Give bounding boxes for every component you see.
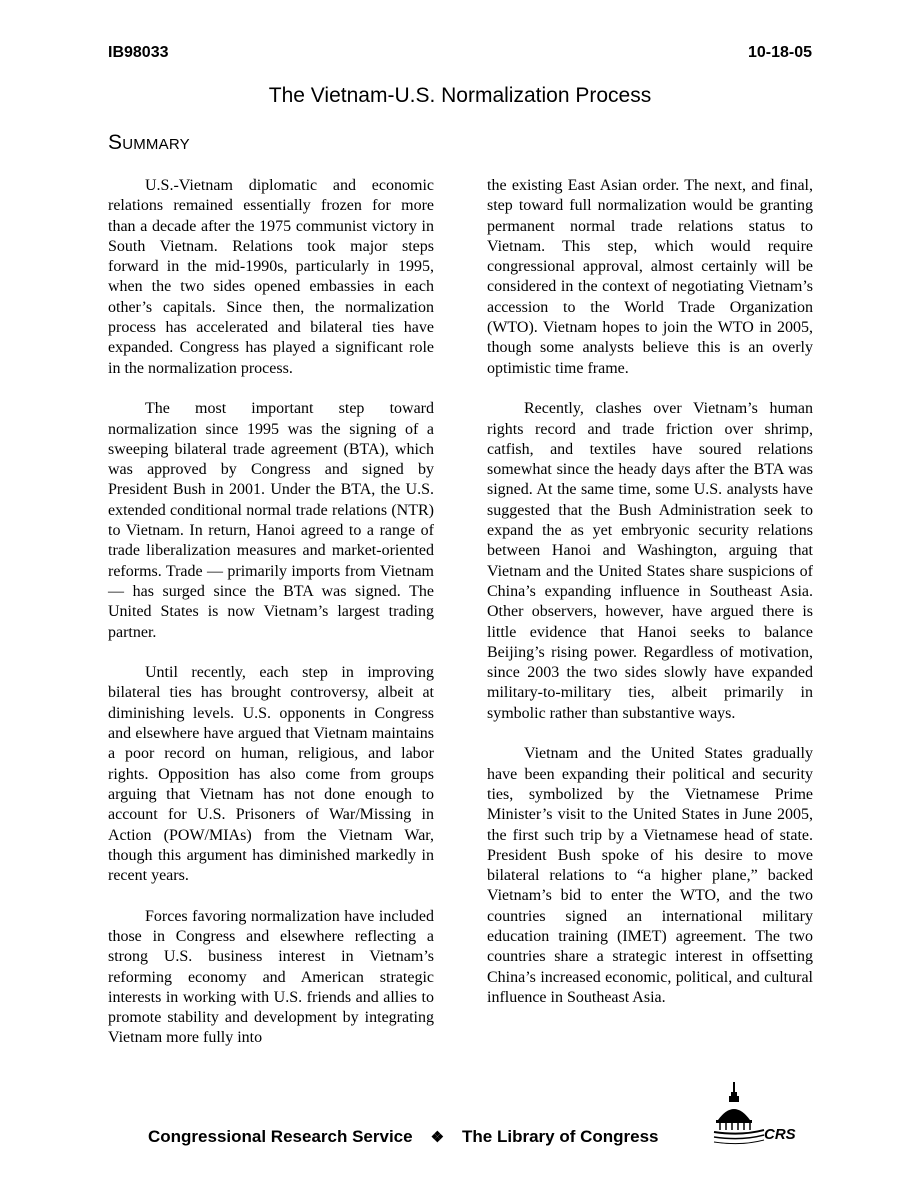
paragraph: Until recently, each step in improving bilateral ties has brought controversy, albeit at diminishing levels. U.S. opponents in Congress and elsewhere have argued that Vietnam maintains a poor record on human, religious, and labor rights. Opposition has also come from groups arguing that Vietnam has not done enough to account for U.S. Prisoners of War/Missing in Action (POW/MIAs) from the Vietnam War, though this argument has diminished markedly in recent years. (108, 664, 434, 885)
footer-library-label: The Library of Congress (462, 1127, 659, 1146)
paragraph: U.S.-Vietnam diplomatic and economic relations remained essentially frozen for more than a decade after the 1975 communist victory in South Vietnam. Relations took major steps forward in the mid-1990s, particularly in 1995, when the two sides opened embassies in each other’s capitals. Since then, the normalization process has accelerated and bilateral ties have expanded. Congress has played a significant role in the normalization process. (108, 177, 434, 377)
report-date: 10-18-05 (747, 44, 812, 61)
paragraph: Recently, clashes over Vietnam’s human rights record and trade friction over shrimp, catfish, and textiles have soured relations somewhat since the heady days after the BTA was signed. At the same time, some U.S. analysts have suggested that the Bush Administration seek to expand the as yet embryonic security relations between Hanoi and Washington, arguing that Vietnam and the United States share suspicions of China’s expanding influence in Southeast Asia. Other observers, however, have argued there is little evidence that Hanoi seeks to balance Beijing’s rising power. Regardless of motivation, since 2003 the two sides slowly have expanded military-to-military ties, albeit primarily in symbolic rather than substantive ways. (487, 400, 813, 722)
footer (148, 1127, 659, 1147)
footer-separator-icon: ❖ (430, 1129, 445, 1146)
document-title: The Vietnam-U.S. Normalization Process (268, 84, 652, 107)
paragraph: Vietnam and the United States gradually have been expanding their political and security ties, symbolized by the Vietnamese Prime Minister’s visit to the United States in June 2005, the first such trip by a Vietnamese head of state. President Bush spoke of his desire to move bilateral relations to “a higher plane,” backed Vietnam’s bid to enter the WTO, and the two countries signed an international military education training (IMET) agreement. The two countries share a strategic interest in offsetting China’s increased economic, political, and cultural influence in Southeast Asia. (487, 745, 813, 1006)
paragraph: The most important step toward normalization since 1995 was the signing of a sweeping bilateral trade agreement (BTA), which was approved by Congress and signed by President Bush in 2001. Under the BTA, the U.S. extended conditional normal trade relations (NTR) to Vietnam. In return, Hanoi agreed to a range of trade liberalization measures and market-oriented reforms. Trade — primarily imports from Vietnam — has surged since the BTA was signed. The United States is now Vietnam’s largest trading partner. (108, 400, 434, 641)
right-column (487, 176, 813, 1028)
paragraph: Forces favoring normalization have included those in Congress and elsewhere reflecting a strong U.S. business interest in Vietnam’s reforming economy and American strategic interests in working with U.S. friends and allies to promote stability and development by integrating Vietnam more fully into (108, 907, 434, 1047)
footer-crs-label: Congressional Research Service (148, 1127, 413, 1146)
report-id: IB98033 (108, 44, 169, 61)
capitol-dome-logo-icon (712, 1080, 812, 1150)
paragraph-continued: the existing East Asian order. The next, and final, step toward full normalization would be granting permanent normal trade relations status to Vietnam. This step, which would require congressional approval, almost certainly will be considered in the context of negotiating Vietnam’s accession to the World Trade Organization (WTO). Vietnam hopes to join the WTO in 2005, though some analysts believe this is an overly optimistic time frame. (487, 177, 813, 377)
left-column (108, 176, 434, 1069)
crs-logo-text: CRS (764, 1126, 796, 1143)
section-heading-summary: Summary (108, 131, 190, 154)
